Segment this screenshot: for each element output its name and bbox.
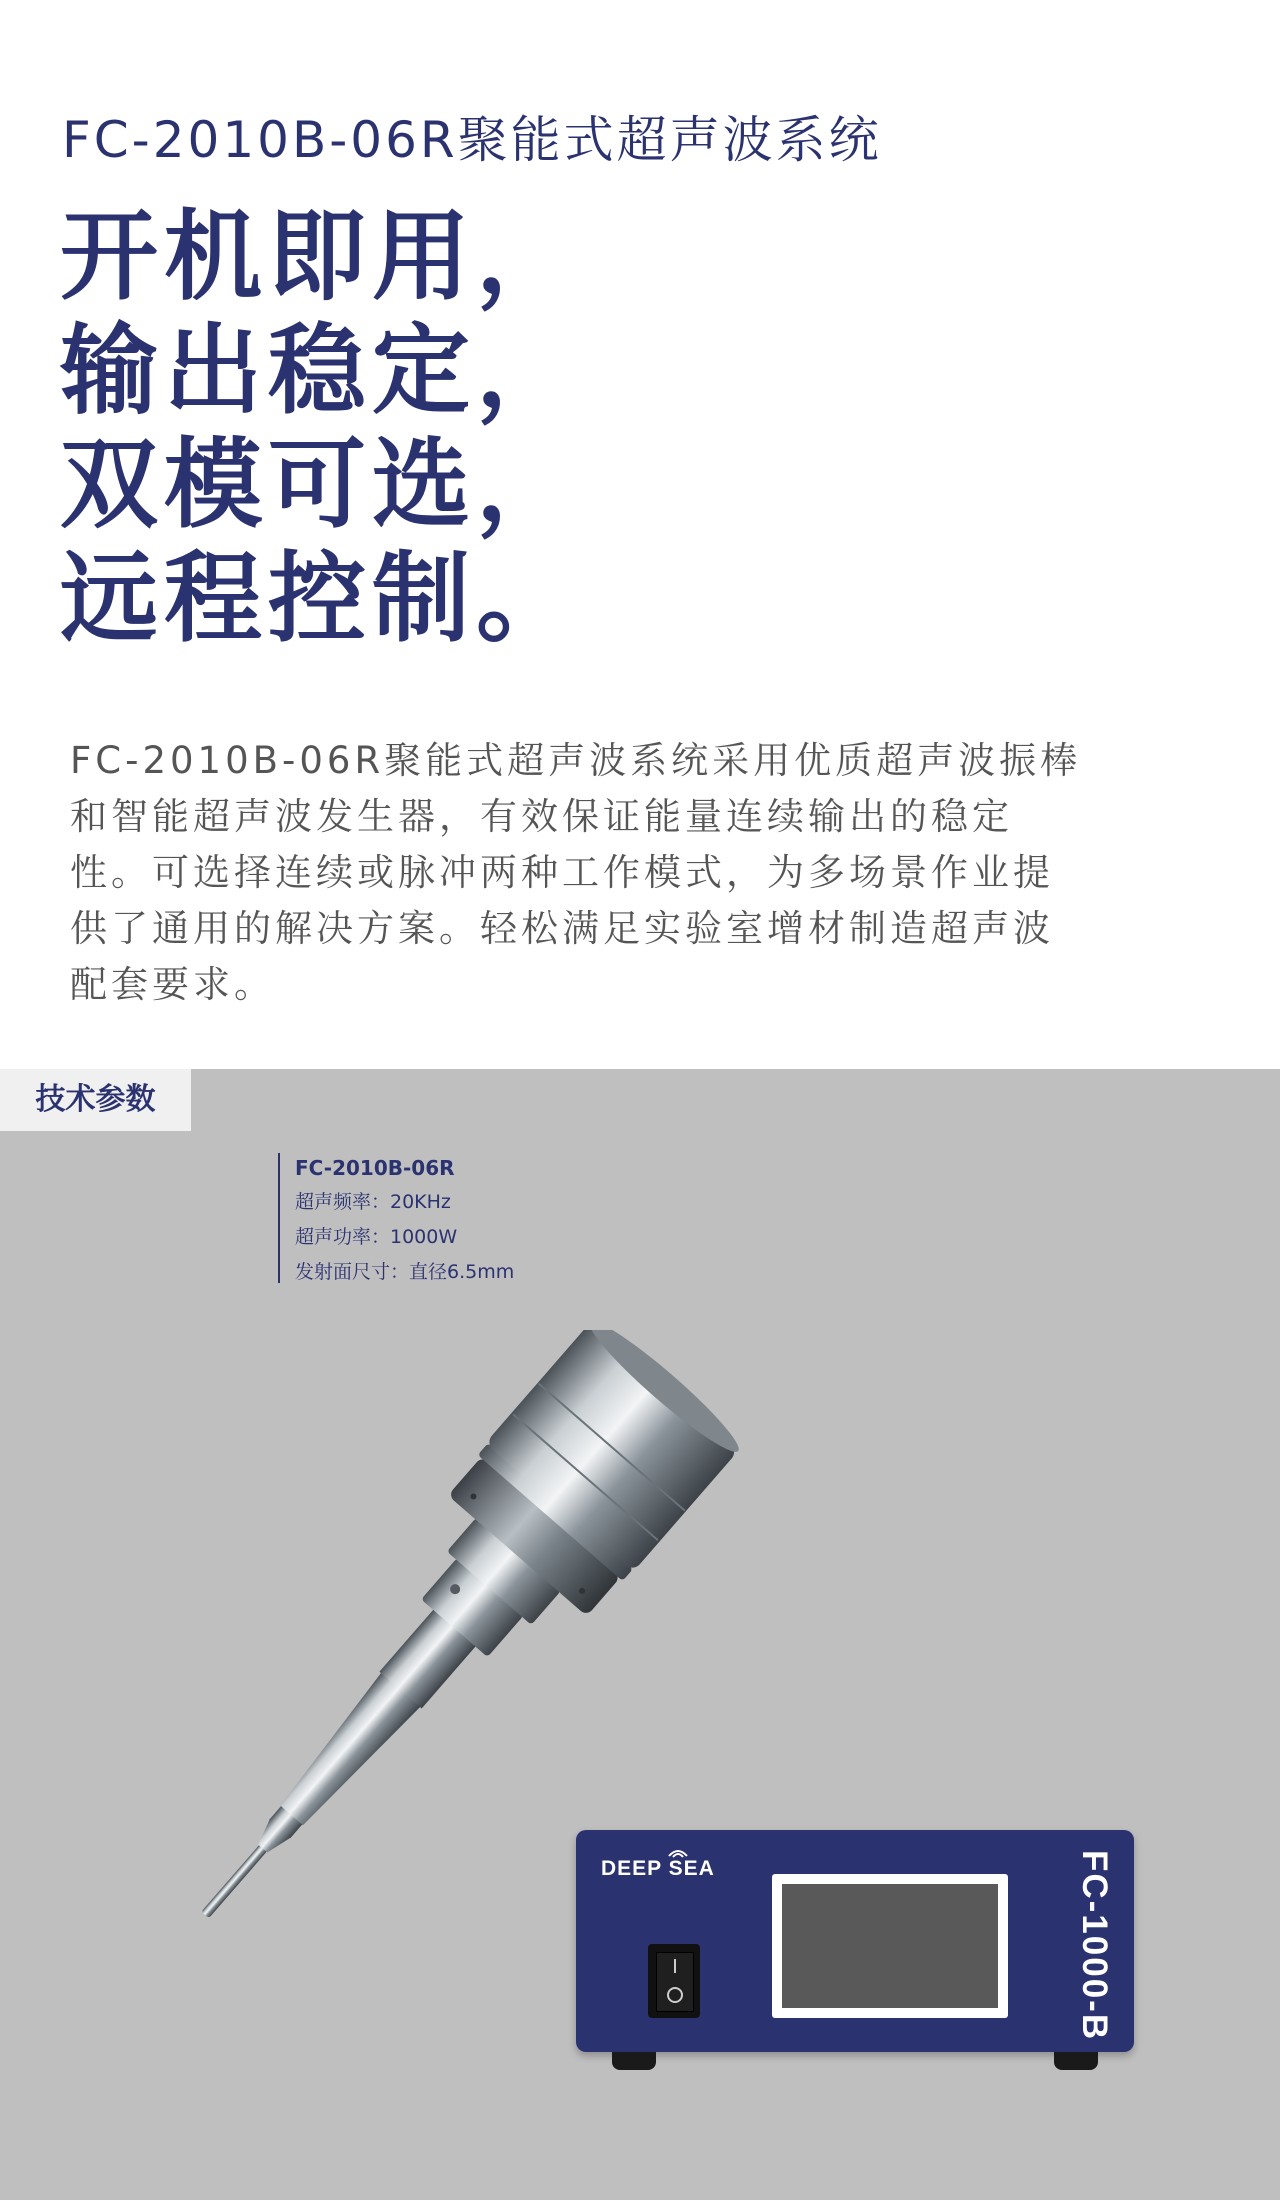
description-line: FC-2010B-06R聚能式超声波系统采用优质超声波振棒 (70, 739, 1082, 782)
ultrasonic-generator-image (576, 1830, 1134, 2052)
wifi-signal-icon (667, 1846, 689, 1858)
controller-model-label: FC-1000-B (1075, 1850, 1114, 2042)
product-description (70, 733, 1150, 1013)
spec-frequency: 超声频率：20KHz (295, 1191, 451, 1213)
power-switch-icon (648, 1944, 700, 2018)
specs-tab: 技术参数 (0, 1069, 191, 1131)
display-screen (772, 1874, 1008, 2018)
headline-line: 远程控制。 (60, 542, 581, 656)
description-line: 供了通用的解决方案。轻松满足实验室增材制造超声波 (70, 907, 1054, 950)
spec-emitter-size: 发射面尺寸：直径6.5mm (295, 1261, 515, 1283)
headline (60, 200, 580, 656)
headline-line: 输出稳定， (60, 314, 581, 428)
spec-model: FC-2010B-06R (295, 1156, 455, 1180)
page-subtitle: FC-2010B-06R聚能式超声波系统 (62, 111, 882, 169)
spec-power: 超声功率：1000W (295, 1226, 458, 1248)
description-line: 性。可选择连续或脉冲两种工作模式，为多场景作业提 (70, 851, 1054, 894)
description-line: 配套要求。 (70, 963, 275, 1006)
controller-foot (612, 2052, 656, 2070)
headline-line: 双模可选， (60, 428, 581, 542)
controller-foot (1054, 2052, 1098, 2070)
spec-list (278, 1153, 514, 1283)
headline-line: 开机即用， (60, 200, 581, 314)
brand-logo: DEEP SEA (601, 1857, 715, 1880)
description-line: 和智能超声波发生器，有效保证能量连续输出的稳定 (70, 795, 1013, 838)
